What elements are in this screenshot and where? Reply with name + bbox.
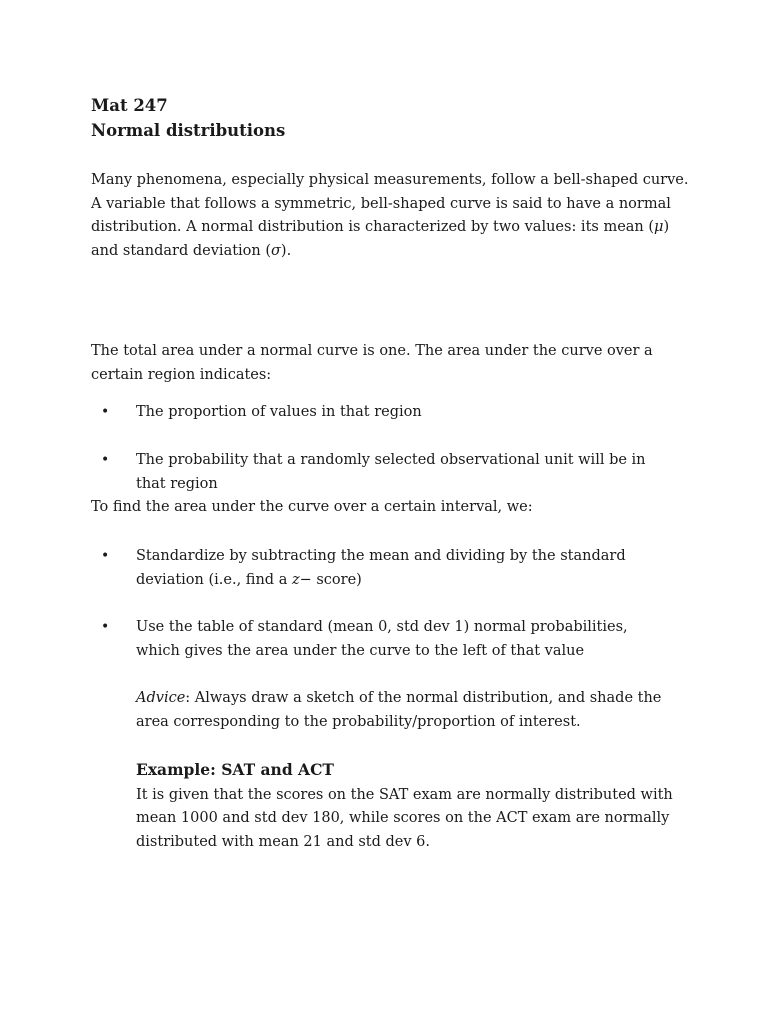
bullet-proportion: The proportion of values in that region — [136, 404, 422, 420]
advice-paragraph — [136, 687, 676, 734]
bullet-marker: • — [101, 619, 110, 635]
area-paragraph: The total area under a normal curve is one. The area under the curve over a certain region indicates: — [91, 343, 653, 383]
course-title: Mat 247 — [91, 96, 168, 115]
intro-text-3: ). — [280, 242, 292, 259]
procedure-paragraph: To find the area under the curve over a certain interval, we: — [91, 499, 533, 515]
bullet-use-table: Use the table of standard (mean 0, std dev 1) normal probabilities, which gives the area under the curve to the left of that value — [136, 619, 628, 659]
bullet-marker: • — [101, 452, 110, 468]
advice-text: : Always draw a sketch of the normal distribution, and shade the area corresponding to the probability/proportion of interest. — [136, 690, 662, 730]
example-text: It is given that the scores on the SAT exam are normally distributed with mean 1000 and std dev 180, while scores on the ACT exam are normally distributed with mean 21 and std dev 6. — [136, 786, 673, 850]
advice-label: Advice — [136, 690, 186, 706]
example-block — [136, 758, 676, 854]
mu-symbol: μ — [654, 219, 664, 235]
z-symbol: z — [291, 571, 300, 588]
bullet-marker: • — [101, 404, 110, 420]
z-score-text: − score) — [299, 571, 362, 588]
bullet-standardize — [136, 545, 676, 592]
page-title: Normal distributions — [91, 121, 286, 140]
intro-text-2: ) and standard deviation ( — [91, 219, 670, 259]
standardize-text: Standardize by subtracting the mean and dividing by the standard deviation (i.e., find a — [136, 548, 626, 588]
bullet-marker: • — [101, 548, 110, 564]
intro-text-1: Many phenomena, especially physical measurements, follow a bell-shaped curve. A variable that follows a symmetric, bell-shaped curve is said to have a normal distribution. A normal distribution is characterized by two values: its mean ( — [91, 172, 689, 235]
bullet-probability: The probability that a randomly selected observational unit will be in that region — [136, 452, 646, 492]
example-title: Example: SAT and ACT — [136, 760, 334, 779]
sigma-symbol: σ — [271, 242, 281, 259]
intro-paragraph — [91, 169, 691, 263]
